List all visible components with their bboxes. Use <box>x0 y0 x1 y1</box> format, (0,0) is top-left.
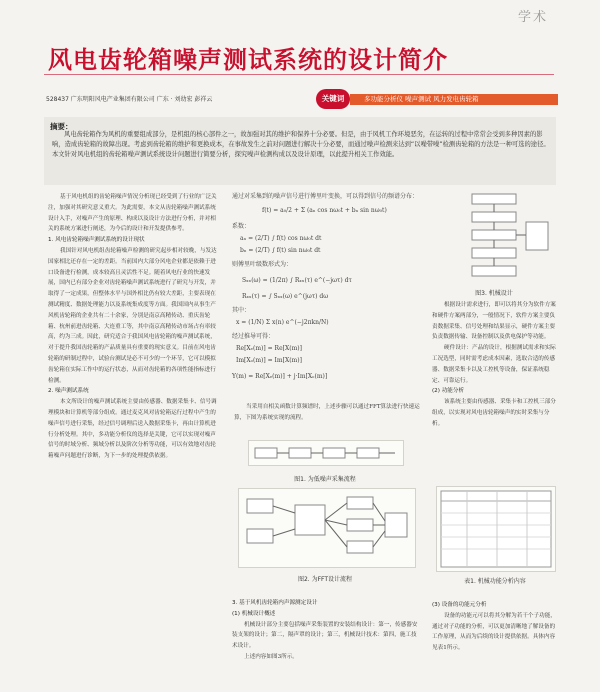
formula-intro: 通过对采集到的噪声信号进行傅里叶变换，可以得到信号的频谱分布： <box>232 193 419 200</box>
article-title: 风电齿轮箱噪声测试系统的设计简介 <box>48 46 448 74</box>
column-3-bottom <box>432 600 556 690</box>
col2-mid-text <box>234 402 420 424</box>
col3-heading: (2) 功能分析 <box>432 388 465 395</box>
col1-paragraph: 基于风电机组的齿轮箱噪声情况分析现已经受到了行业的广泛关注，加强对其研究意义重大。为此需要，本文从齿轮箱噪声测试系统设计入手，对噪声产生的原理、构成以及设计方法进行分析，并对相关的系统方案进行阐述，为今后的设计和开发提供参考。 <box>48 194 217 233</box>
col2-paragraph: 机械设计部分主要包括噪声采集装置的安装结构设计：第一，传感器安装支架的设计；第二，隔声罩的设计；第三，机械设计技术：第四，施工技术设计。 <box>232 621 418 650</box>
column-1 <box>48 192 220 682</box>
col1-heading-1: 1. 风电齿轮箱噪声测试系统的设计现状 <box>48 237 145 244</box>
formula-label-1: 系数： <box>232 223 251 230</box>
col1-heading-2: 2. 噪声测试系统 <box>48 388 89 395</box>
abstract-text: 风电齿轮箱作为风机的重要组成部分，是机组的核心部件之一，故加强对其的维护和保养十分必要。但是，由于风机工作环境恶劣，在运转的过程中常常会受到多种因素的影响，造成齿轮箱的故障出现。考虑到齿轮箱的维护和更换成本，在事故发生之前对问题进行解决十分必要，而通过噪声检测来达到“以噪带噪”检测齿轮箱的方法是一种可选的途径。本文针对风电机组的齿轮箱噪声测试系统设计问题进行简要分析，探究噪声检测构成以及设计原理，以此提升相关工作效能。 <box>52 131 550 158</box>
col2-bottom-text <box>232 598 422 688</box>
title-divider <box>44 74 554 75</box>
figure-2 <box>238 488 416 568</box>
formula-5: Rₓₓ(τ) = ∫ Sₓₓ(ω) e^(jωτ) dω <box>242 293 329 300</box>
formula-label-3: 其中： <box>232 307 251 314</box>
formula-6: x = (1/N) Σ x(n) e^(−j2πkn/N) <box>236 319 329 326</box>
figure-2-flow <box>239 489 415 567</box>
col2-paragraph: 当采用自相关函数计算频谱时，上述步骤可以通过FFT算法进行快速运算，下图为系统实现的流程。 <box>234 404 420 421</box>
formula-block <box>232 192 419 392</box>
figure-3 <box>434 192 554 284</box>
formula-label-2: 则傅里叶级数形式为： <box>232 261 293 268</box>
author-affiliation: 528437 广东明阳风电产业集团有限公司 广东 · 刘幼宏 彭祥云 <box>46 96 213 103</box>
table-1-caption: 表1. 机械功能分析内容 <box>464 578 526 585</box>
keywords-bar: 多功能分析仪 噪声测试 风力发电齿轮箱 <box>350 94 558 105</box>
formula-8: Im[Xₒ(m)] = Im[X(m)] <box>236 357 302 364</box>
col3-paragraph: 硬件设计：产品的设计，根据测试需求和实际工况选型，同时需考虑成本因素，选取合适的传感器、数据采集卡以及工控机等设备，保证系统稳定、可靠运行。 <box>432 345 556 384</box>
formula-1: f(t) = a₀/2 + Σ (aₙ cos nω₀t + bₙ sin nω₀t) <box>262 207 387 214</box>
table-1 <box>436 486 556 572</box>
col2-paragraph: 上述内容如图3所示。 <box>244 653 298 660</box>
formula-label-4: 经过推导可得： <box>232 333 275 340</box>
keywords-badge: 关键词 <box>316 89 350 109</box>
figure-1-caption: 图1. 为低噪声采集流程 <box>294 476 356 483</box>
col3-paragraph: 该系统主要由传感器、采集卡和工控机三部分组成，以实现对风电齿轮箱噪声的实时采集与分析。 <box>432 399 556 427</box>
col3-heading: (3) 设备的功能元分析 <box>432 602 487 608</box>
figure-1 <box>248 440 404 466</box>
formula-7: Re[Xₑ(m)] = Re[X(m)] <box>236 345 302 352</box>
formula-2: aₙ = (2/T) ∫ f(t) cos nω₀t dt <box>240 235 322 242</box>
col3-paragraph: 设备的功能元可以将其分解为若干个子功能，通过对子功能的分析，可以更加清晰地了解设备的工作原理，从而为后续的设计提供依据。具体内容见表1所示。 <box>432 612 556 652</box>
table-1-grid <box>437 487 555 571</box>
formula-3: bₙ = (2/T) ∫ f(t) sin nω₀t dt <box>240 247 321 254</box>
col1-paragraph: 我国针对风电机组齿轮箱噪声检测的研究起步相对较晚，与发达国家相比还存在一定的差距。当前国内大部分风电企业都是依赖于进口设备进行检测，成本较高且灵活性不足。随着风电行业的快速发展，国内已有部分企业对齿轮箱噪声测试系统进行了研究与开发，并取得了一定成果，但整体水平与国外相比仍有较大差距，主要表现在测试精度、数据处理能力以及系统集成度等方面。我国国内从事生产风机齿轮箱的企业共有二十余家，分别是南京高精传动、重庆齿轮箱、杭州前进齿轮箱、大连重工等，其中南京高精传动市场占有率较高，约为三成。因此，研究适合于我国风电齿轮箱的噪声测试系统，对于提升我国齿轮箱的产品质量具有重要的现实意义。目前在风电齿轮箱的研制过程中，试验台测试是必不可少的一个环节，它可以模拟齿轮箱在实际工作中的运行状态，从而对齿轮箱的各项性能指标进行检测。 <box>48 247 217 384</box>
figure-1-flow <box>249 441 403 465</box>
col2-heading: 3. 基于风机齿轮箱内声源测定设计 <box>232 600 318 606</box>
figure-3-caption: 图3. 机械设计 <box>475 290 513 297</box>
formula-4: Sₓₓ(ω) = (1/2π) ∫ Rₓₓ(τ) e^(−jωτ) dτ <box>242 277 352 284</box>
figure-2-caption: 图2. 为FFT设计流程 <box>297 576 353 583</box>
figure-3-flow <box>434 192 554 284</box>
abstract-label: 摘要： <box>50 122 73 131</box>
section-tag: 学术 <box>518 10 549 25</box>
formula-9: Y(m) = Re[Xₑ(m)] + j·Im[Xₒ(m)] <box>232 373 328 380</box>
col1-paragraph: 本文所设计的噪声测试系统主要由传感器、数据采集卡、信号调理模块和计算机等部分组成。通过麦克风对齿轮箱运行过程中产生的噪声信号进行采集，经过信号调理后送入数据采集卡，再由计算机进行分析处理。其中，多功能分析仪的选择是关键，它可以实现对噪声信号的时域分析、频域分析以及阶次分析等功能，可以有效地对齿轮箱噪声问题进行诊断，为下一步的处理提供依据。 <box>48 399 217 460</box>
col2-subheading: (1) 机械设计概述 <box>232 610 276 617</box>
col3-paragraph: 根据设计需求进行，即可以将其分为软件方案和硬件方案两部分，一般情况下，软件方案主要负责数据采集、信号处理和结果显示，硬件方案主要负责数据传输、设备控制以及供电保护等功能。 <box>432 302 556 341</box>
